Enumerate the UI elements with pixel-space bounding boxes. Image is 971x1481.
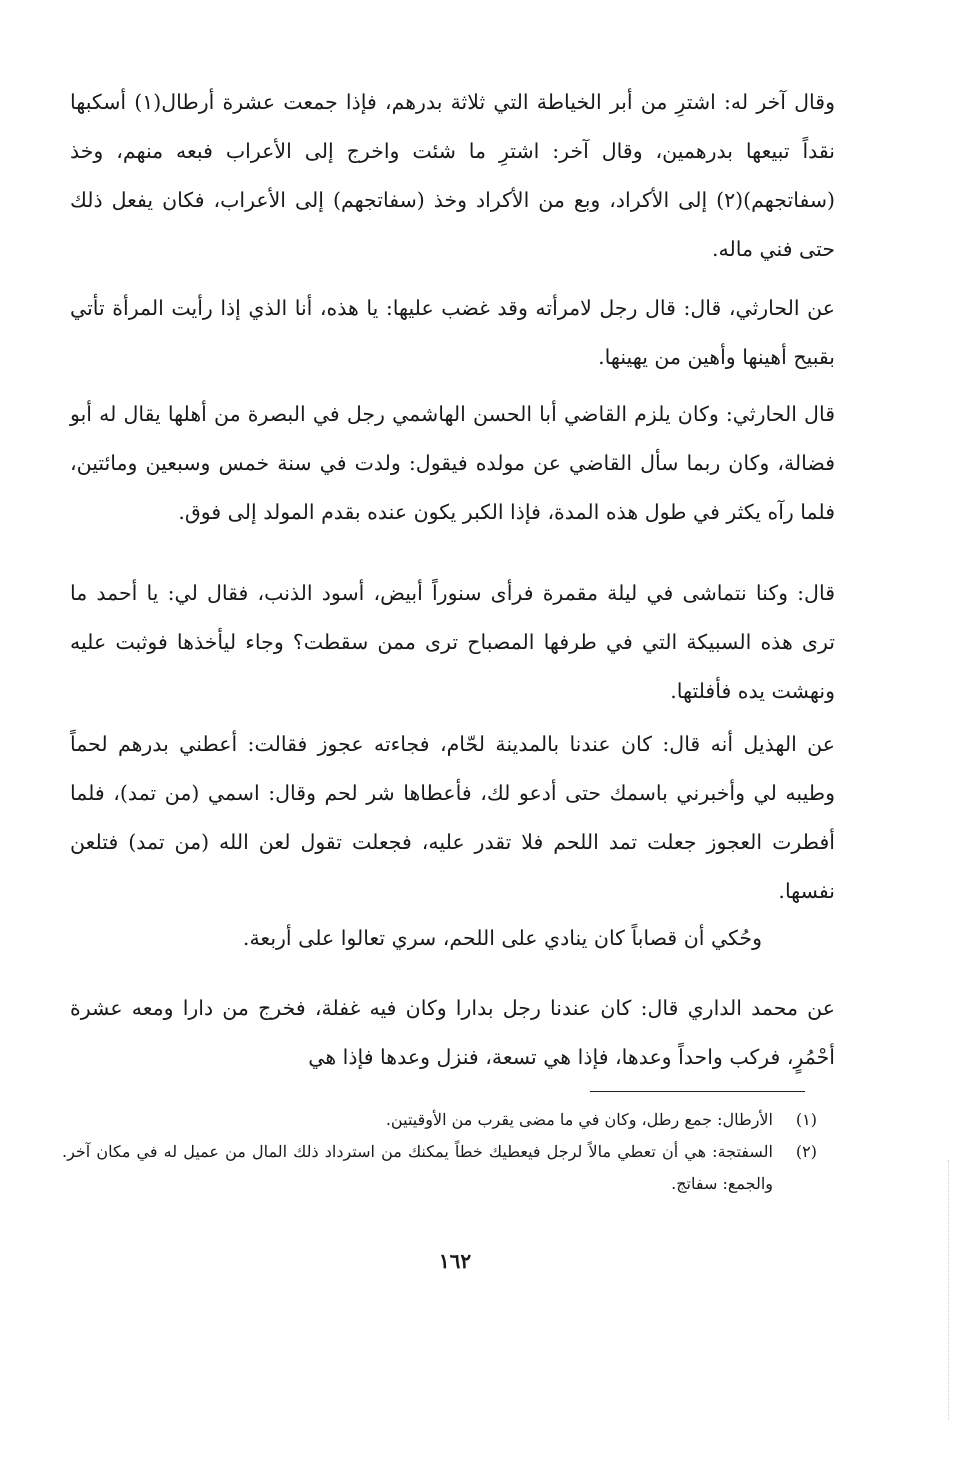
paragraph-2: عن الحارثي، قال: قال رجل لامرأته وقد غضب عليها: يا هذه، أنا الذي إذا رأيت المرأة تأتي بقبيح أهينها وأهين من يهينها. [70, 296, 835, 369]
footnote-1 [62, 1104, 817, 1136]
page-number: ١٦٢ [438, 1249, 472, 1273]
paragraph-7: عن محمد الداري قال: كان عندنا رجل بدارا وكان فيه غفلة، فخرج من دارا ومعه عشرة أحْمُرٍ، فركب واحداً وعدها، فإذا هي تسعة، فنزل وعدها فإذا هي [70, 996, 835, 1069]
paragraph-6: وحُكي أن قصاباً كان ينادي على اللحم، سري تعالوا على أربعة. [242, 926, 762, 950]
footnote-2-number: (٢) [795, 1142, 817, 1161]
scan-margin-mark [948, 1160, 949, 1420]
footnotes [62, 1104, 817, 1200]
footnote-2-text: السفتجة: هي أن تعطي مالاً لرجل فيعطيك خطاً يمكنك من استرداد ذلك المال من عميل له في مكان آخر. والجمع: سفاتج. [62, 1142, 773, 1193]
footnote-1-text: الأرطال: جمع رطل، وكان في ما مضى يقرب من الأوقيتين. [385, 1110, 773, 1129]
paragraph-3: قال الحارثي: وكان يلزم القاضي أبا الحسن الهاشمي رجل في البصرة من أهلها يقال له أبو فضالة، وكان ربما سأل القاضي عن مولده فيقول: ولدت في سنة خمس وسبعين ومائتين، فلما رآه يكثر في طول هذه المدة، فإذا الكبر يكون عنده بقدم المولد إلى فوق. [70, 402, 835, 524]
footnote-1-number: (١) [795, 1110, 817, 1129]
paragraph-5: عن الهذيل أنه قال: كان عندنا بالمدينة لحّام، فجاءته عجوز فقالت: أعطني بدرهم لحماً وطيبه لي وأخبرني باسمك حتى أدعو لك، فأعطاها شر لحم وقال: اسمي (من تمد)، فلما أفطرت العجوز جعلت تمد اللحم فلا تقدر عليه، فجعلت تقول لعن الله (من تمد) فتلعن نفسها. [70, 732, 835, 903]
paragraph-4: قال: وكنا نتماشى في ليلة مقمرة فرأى سنوراً أبيض، أسود الذنب، فقال لي: يا أحمد ما ترى هذه السبيكة التي في طرفها المصباح ترى ممن سقطت؟ وجاء ليأخذها فوثبت عليه ونهشت يده فأفلتها. [70, 581, 835, 703]
paragraph-1: وقال آخر له: اشترِ من أبر الخياطة التي ثلاثة بدرهم، فإذا جمعت عشرة أرطال(١) أسكبها نقداً تبيعها بدرهمين، وقال آخر: اشترِ ما شئت واخرج إلى الأعراب فبعه منهم، وخذ (سفاتجهم)(٢) إلى الأكراد، وبع من الأكراد وخذ (سفاتجهم) إلى الأعراب، فكان يفعل ذلك حتى فني ماله. [70, 90, 835, 261]
footnote-2 [62, 1136, 817, 1200]
footnote-divider [590, 1091, 805, 1092]
